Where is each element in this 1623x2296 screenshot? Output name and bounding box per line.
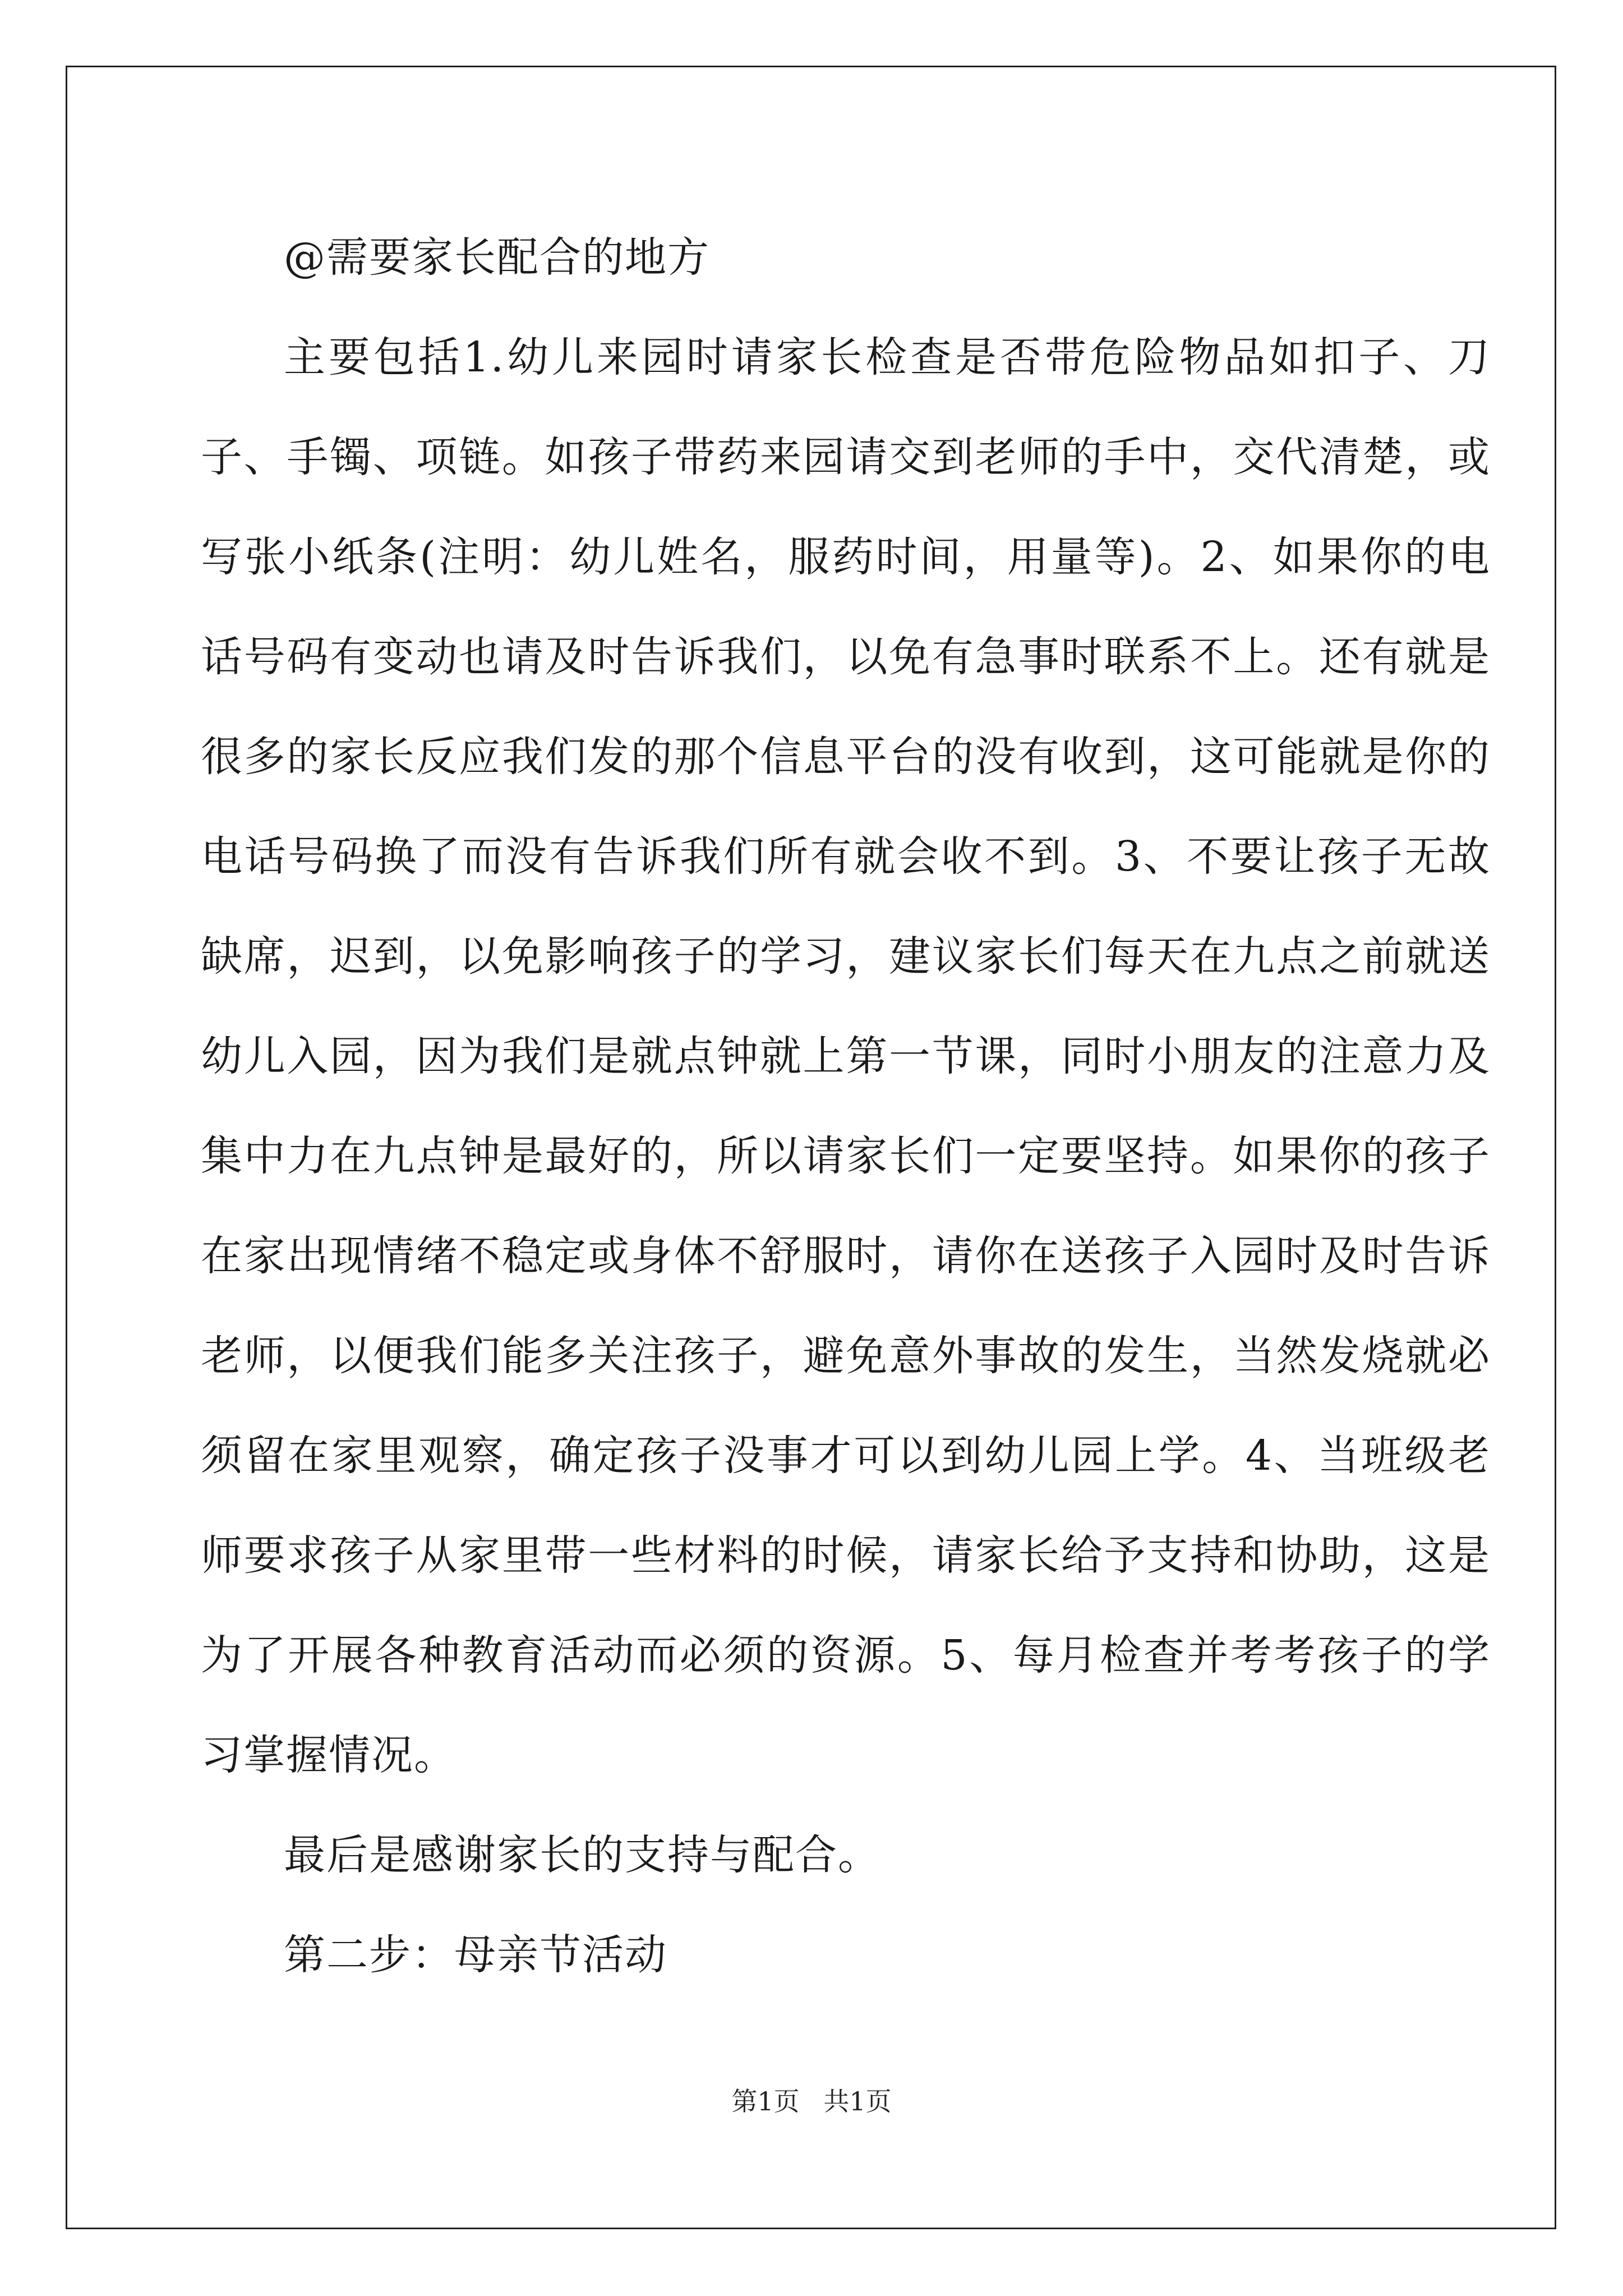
page-number: 第1页 (731, 2086, 800, 2116)
page-footer (0, 2081, 1623, 2118)
paragraph-heading: @需要家长配合的地方 (284, 233, 710, 282)
paragraph-step-two: 第二步：母亲节活动 (284, 1931, 667, 1979)
page-total: 共1页 (823, 2086, 892, 2116)
paragraph-thanks: 最后是感谢家长的支持与配合。 (284, 1831, 880, 1879)
paragraph-main: 主要包括1.幼儿来园时请家长检查是否带危险物品如扣子、刀子、手镯、项链。如孩子带药来园请交到老师的手中，交代清楚，或写张小纸条(注明：幼儿姓名，服药时间，用量等)。2、如果你的电话号码有变动也请及时告诉我们，以免有急事时联系不上。还有就是很多的家长反应我们发的那个信息平台的没有收到，这可能就是你的电话号码换了而没有告诉我们所有就会收不到。3、不要让孩子无故缺席，迟到，以免影响孩子的学习，建议家长们每天在九点之前就送幼儿入园，因为我们是就点钟就上第一节课，同时小朋友的注意力及集中力在九点钟是最好的，所以请家长们一定要坚持。如果你的孩子在家出现情绪不稳定或身体不舒服时，请你在送孩子入园时及时告诉老师，以便我们能多关注孩子，避免意外事故的发生，当然发烧就必须留在家里观察，确定孩子没事才可以到幼儿园上学。4、当班级老师要求孩子从家里带一些材料的时候，请家长给予支持和协助，这是为了开展各种教育活动而必须的资源。5、每月检查并考考孩子的学习掌握情况。 (201, 333, 1491, 1779)
document-body (201, 208, 1491, 2005)
